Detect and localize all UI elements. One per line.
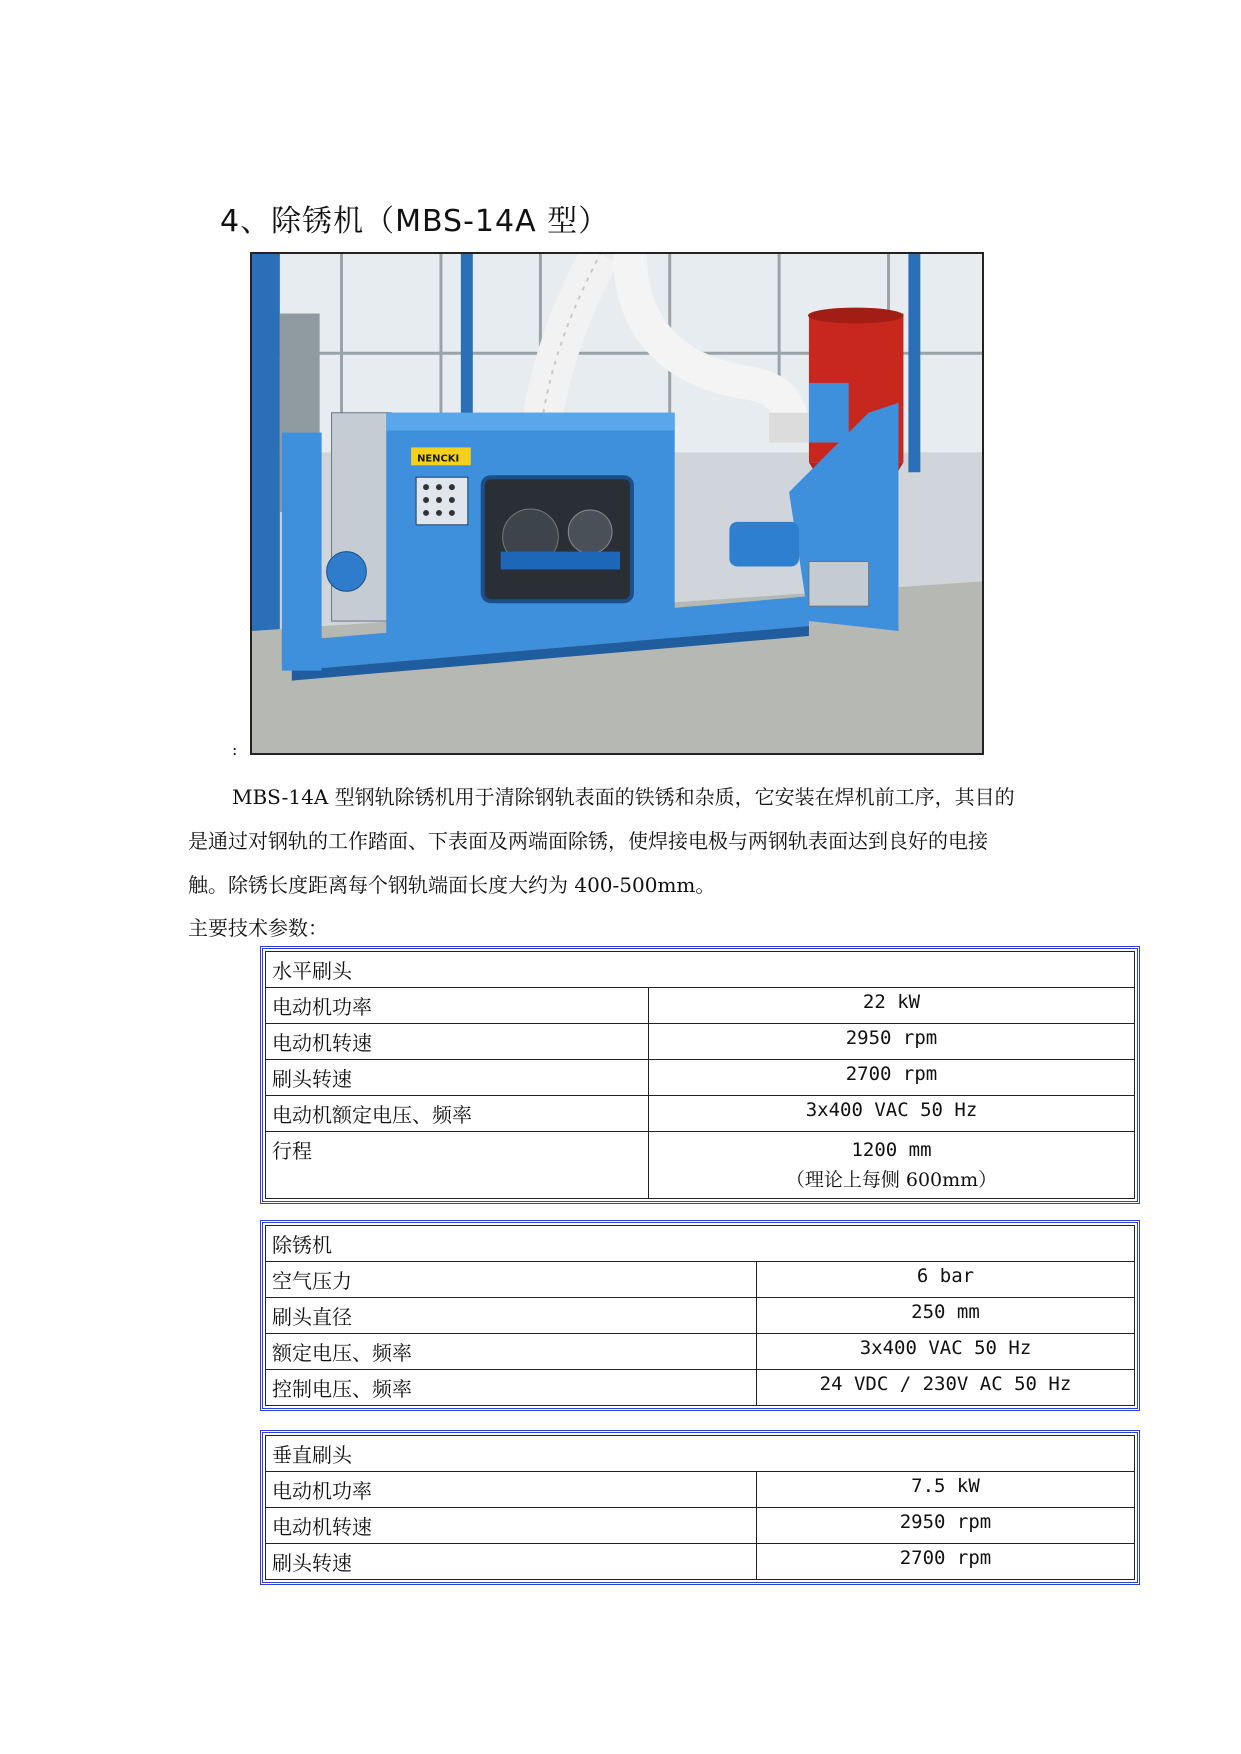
row-value-line-1: 1200 mm [851, 1139, 932, 1161]
row-key: 电动机转速 [266, 1024, 649, 1060]
row-key: 电动机功率 [266, 988, 649, 1024]
table-title: 水平刷头 [266, 952, 1135, 988]
colon-mark: : [232, 740, 238, 759]
row-value: 2950 rpm [757, 1508, 1135, 1544]
row-value: 24 VDC / 230V AC 50 Hz [757, 1370, 1135, 1406]
section-heading: 4、除锈机（MBS-14A 型） [220, 204, 610, 239]
description-line-1: MBS-14A 型钢轨除锈机用于清除钢轨表面的铁锈和杂质，它安装在焊机前工序，其目的 [232, 785, 1015, 809]
description-line-3: 触。除锈长度距离每个钢轨端面长度大约为 400-500mm。 [188, 873, 716, 897]
row-key: 额定电压、频率 [266, 1334, 757, 1370]
row-key: 空气压力 [266, 1262, 757, 1298]
row-key: 电动机转速 [266, 1508, 757, 1544]
table-title: 除锈机 [266, 1226, 1135, 1262]
row-key: 刷头转速 [266, 1544, 757, 1580]
table-row [266, 988, 1135, 1024]
table-row [266, 1334, 1135, 1370]
nameplate-text: NENCKI [417, 453, 460, 465]
params-label: 主要技术参数： [188, 916, 328, 940]
rust-removal-machine-image [252, 254, 982, 753]
table-row [266, 1472, 1135, 1508]
spec-table-rust-remover [260, 1220, 1140, 1411]
description-line-2: 是通过对钢轨的工作踏面、下表面及两端面除锈，使焊接电极与两钢轨表面达到良好的电接 [188, 829, 988, 853]
row-value: 3x400 VAC 50 Hz [649, 1096, 1135, 1132]
table-title: 垂直刷头 [266, 1436, 1135, 1472]
row-key: 电动机额定电压、频率 [266, 1096, 649, 1132]
row-value: 2700 rpm [757, 1544, 1135, 1580]
row-value: 7.5 kW [757, 1472, 1135, 1508]
row-value [649, 1132, 1135, 1199]
spec-table-horizontal-brush [260, 946, 1140, 1204]
row-value: 2950 rpm [649, 1024, 1135, 1060]
row-value: 3x400 VAC 50 Hz [757, 1334, 1135, 1370]
row-key: 行程 [266, 1132, 649, 1199]
table-row [266, 1508, 1135, 1544]
spec-table-vertical-brush [260, 1430, 1140, 1585]
table-row [266, 1096, 1135, 1132]
row-key: 刷头转速 [266, 1060, 649, 1096]
row-key: 电动机功率 [266, 1472, 757, 1508]
row-value: 6 bar [757, 1262, 1135, 1298]
row-value: 2700 rpm [649, 1060, 1135, 1096]
machine-photo [250, 252, 984, 755]
row-key: 刷头直径 [266, 1298, 757, 1334]
row-key: 控制电压、频率 [266, 1370, 757, 1406]
row-value: 22 kW [649, 988, 1135, 1024]
table-row [266, 1370, 1135, 1406]
description-paragraph [188, 775, 1068, 907]
row-value: 250 mm [757, 1298, 1135, 1334]
row-value-line-2: （理论上每侧 600mm） [785, 1169, 998, 1191]
table-row [266, 1544, 1135, 1580]
table-row [266, 1262, 1135, 1298]
table-row [266, 1024, 1135, 1060]
table-row [266, 1060, 1135, 1096]
table-row [266, 1298, 1135, 1334]
table-row [266, 1132, 1135, 1199]
